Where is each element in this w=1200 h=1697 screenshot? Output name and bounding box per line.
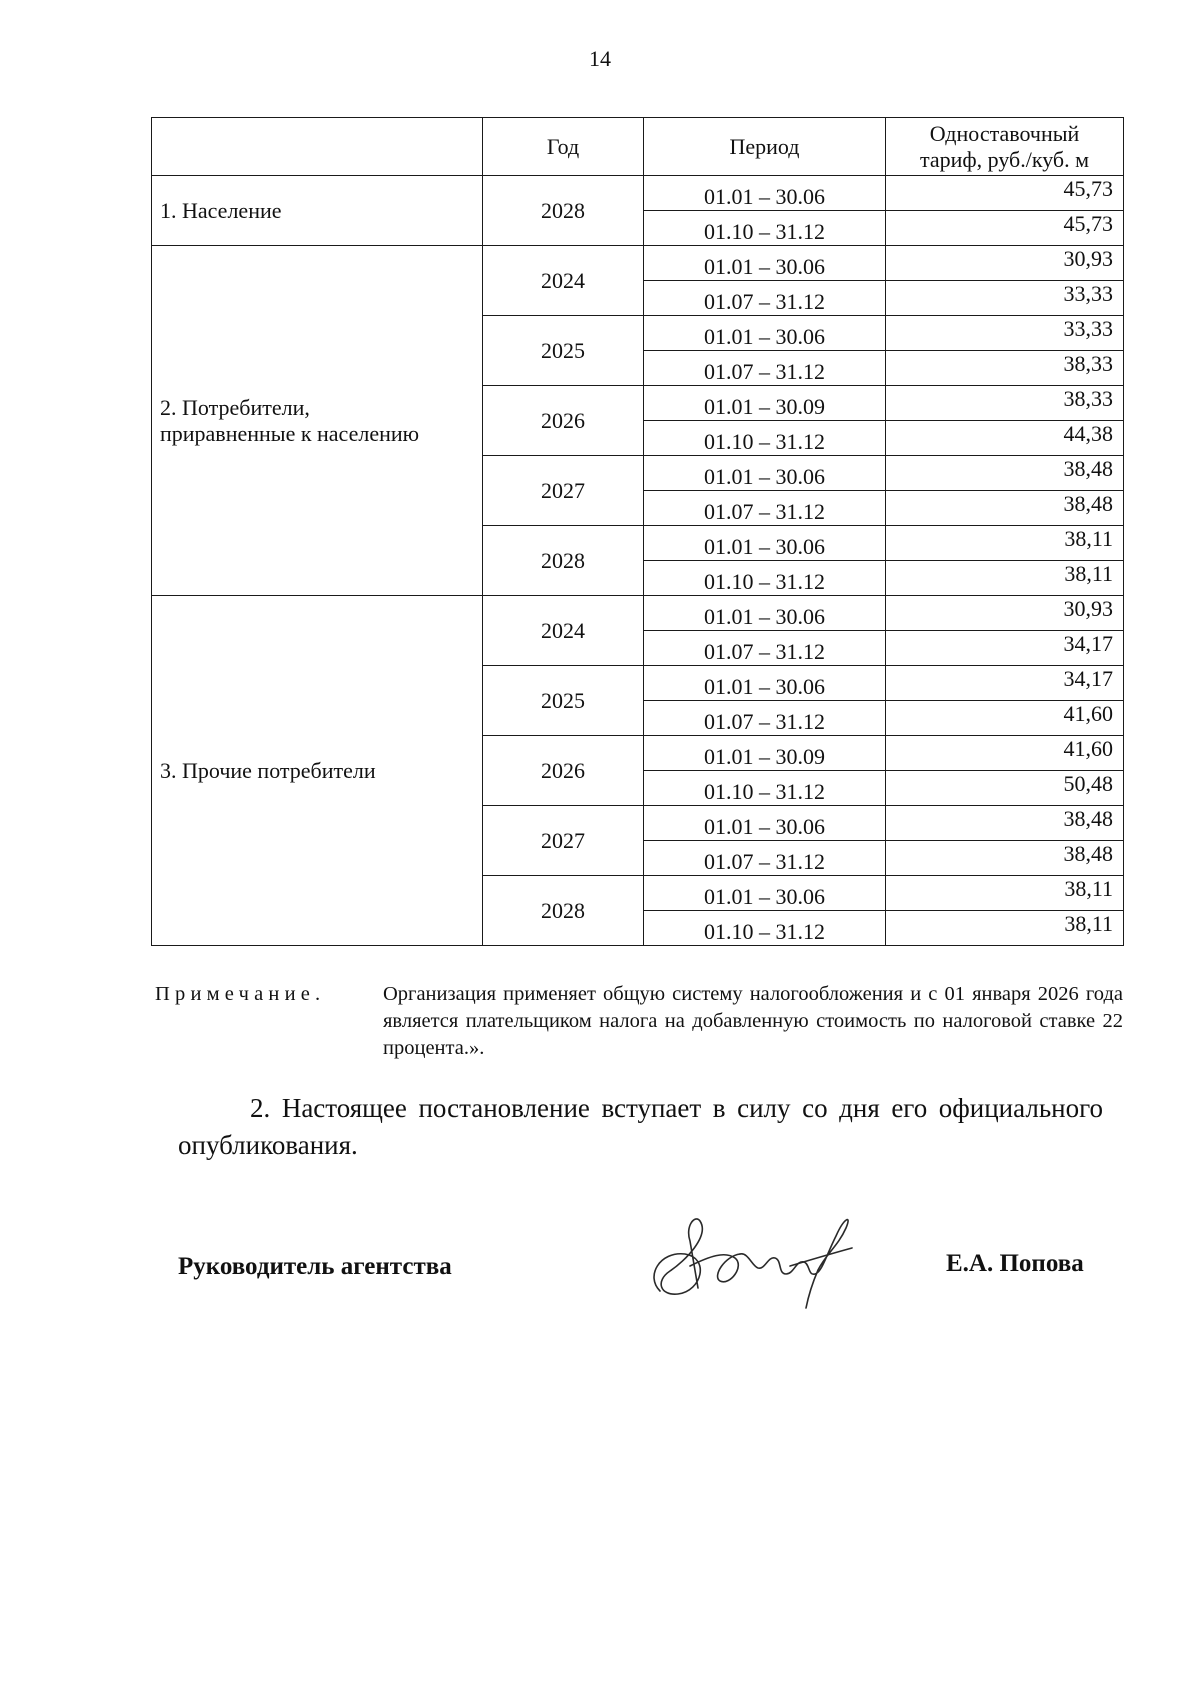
year-cell: 2024: [483, 246, 644, 316]
year-cell: 2026: [483, 736, 644, 806]
period-cell: 01.01 – 30.06: [644, 176, 886, 211]
tariff-value-cell: 38,48: [886, 456, 1124, 491]
signer-title: Руководитель агентства: [178, 1253, 452, 1280]
consumer-group-cell: [152, 246, 483, 596]
tariff-value-cell: 38,48: [886, 806, 1124, 841]
consumer-group-cell: [152, 596, 483, 946]
period-cell: 01.01 – 30.06: [644, 596, 886, 631]
tariff-value-cell: 50,48: [886, 771, 1124, 806]
tariff-table-body: [152, 176, 1124, 946]
tariff-value-cell: 38,33: [886, 351, 1124, 386]
tariff-value-cell: 34,17: [886, 631, 1124, 666]
note-text: Организация применяет общую систему налогообложения и с 01 января 2026 года является плательщиком налога на добавленную стоимость по налоговой ставке 22 процента.».: [383, 983, 1123, 1059]
handwritten-signature: [640, 1196, 860, 1316]
consumer-group-label: 2. Потребители,: [160, 394, 310, 420]
tariff-value-cell: 38,11: [886, 911, 1124, 946]
header-period: Период: [644, 118, 886, 176]
period-cell: 01.10 – 31.12: [644, 561, 886, 596]
period-cell: 01.01 – 30.06: [644, 666, 886, 701]
tariff-value-cell: 45,73: [886, 211, 1124, 246]
year-cell: 2027: [483, 806, 644, 876]
tariff-value-cell: 38,33: [886, 386, 1124, 421]
period-cell: 01.10 – 31.12: [644, 911, 886, 946]
effective-date-paragraph: 2. Настоящее постановление вступает в силу со дня его официального опубликования.: [178, 1093, 1103, 1160]
tariff-value-cell: 30,93: [886, 246, 1124, 281]
header-year: Год: [483, 118, 644, 176]
tariff-value-cell: 38,11: [886, 526, 1124, 561]
period-cell: 01.07 – 31.12: [644, 631, 886, 666]
year-cell: 2028: [483, 526, 644, 596]
period-cell: 01.01 – 30.06: [644, 316, 886, 351]
consumer-group-cell: [152, 176, 483, 246]
consumer-group-label: 3. Прочие потребители: [160, 757, 376, 783]
year-cell: 2028: [483, 876, 644, 946]
header-tariff-line1: Одноставочный: [929, 120, 1080, 146]
tariff-value-cell: 38,48: [886, 491, 1124, 526]
tariff-value-cell: 30,93: [886, 596, 1124, 631]
year-cell: 2028: [483, 176, 644, 246]
year-cell: 2025: [483, 666, 644, 736]
period-cell: 01.07 – 31.12: [644, 491, 886, 526]
tariff-value-cell: 38,48: [886, 841, 1124, 876]
period-cell: 01.10 – 31.12: [644, 771, 886, 806]
header-group: [152, 118, 483, 176]
tariff-table: [151, 117, 1124, 946]
tariff-value-cell: 33,33: [886, 281, 1124, 316]
period-cell: 01.10 – 31.12: [644, 421, 886, 456]
period-cell: 01.07 – 31.12: [644, 841, 886, 876]
page-number: 14: [589, 46, 611, 71]
tariff-value-cell: 38,11: [886, 561, 1124, 596]
tariff-value-cell: 41,60: [886, 736, 1124, 771]
signer-name: Е.А. Попова: [946, 1250, 1084, 1277]
tariff-value-cell: 41,60: [886, 701, 1124, 736]
period-cell: 01.01 – 30.06: [644, 876, 886, 911]
tariff-value-cell: 38,11: [886, 876, 1124, 911]
period-cell: 01.01 – 30.06: [644, 456, 886, 491]
tariff-value-cell: 45,73: [886, 176, 1124, 211]
header-tariff-line2: тариф, руб./куб. м: [919, 146, 1090, 172]
table-row: [152, 176, 1124, 211]
period-cell: 01.01 – 30.06: [644, 246, 886, 281]
period-cell: 01.01 – 30.09: [644, 736, 886, 771]
period-cell: 01.01 – 30.06: [644, 526, 886, 561]
period-cell: 01.10 – 31.12: [644, 211, 886, 246]
period-cell: 01.07 – 31.12: [644, 351, 886, 386]
period-cell: 01.01 – 30.09: [644, 386, 886, 421]
tariff-value-cell: 33,33: [886, 316, 1124, 351]
note-label: Примечание.: [155, 983, 326, 1005]
year-cell: 2027: [483, 456, 644, 526]
table-row: [152, 596, 1124, 631]
header-tariff: [886, 118, 1124, 176]
period-cell: 01.07 – 31.12: [644, 701, 886, 736]
year-cell: 2024: [483, 596, 644, 666]
table-row: [152, 246, 1124, 281]
period-cell: 01.01 – 30.06: [644, 806, 886, 841]
tariff-value-cell: 34,17: [886, 666, 1124, 701]
consumer-group-label: 1. Население: [160, 197, 282, 223]
table-header-row: [152, 118, 1124, 176]
consumer-group-label: приравненные к населению: [160, 420, 420, 446]
year-cell: 2025: [483, 316, 644, 386]
period-cell: 01.07 – 31.12: [644, 281, 886, 316]
year-cell: 2026: [483, 386, 644, 456]
tariff-value-cell: 44,38: [886, 421, 1124, 456]
